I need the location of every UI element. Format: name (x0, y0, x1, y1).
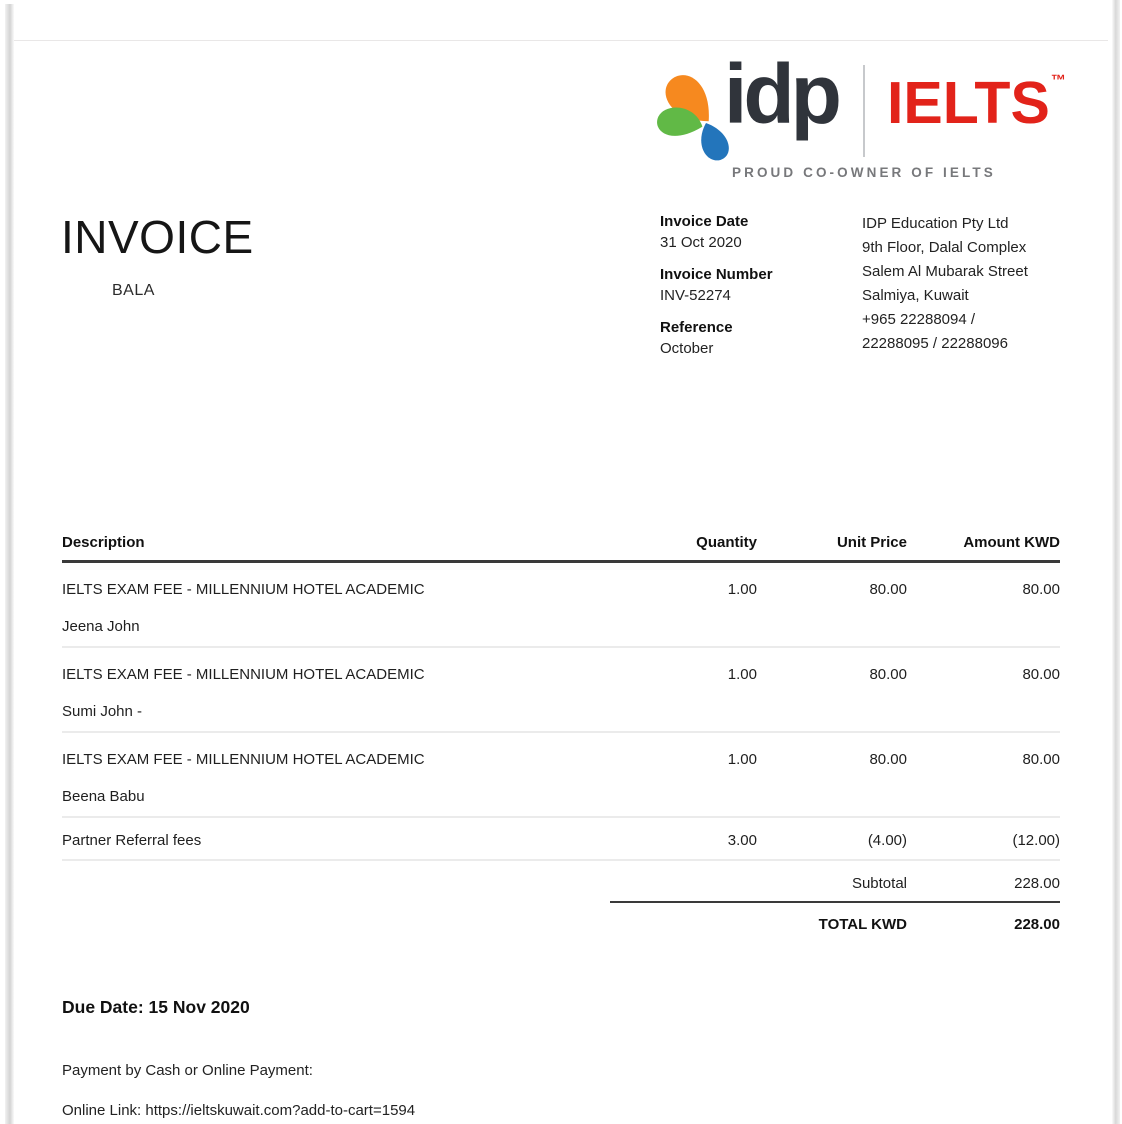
company-address-line: 9th Floor, Dalal Complex (862, 239, 1027, 256)
logo-divider (863, 65, 865, 157)
item-quantity: 1.00 (727, 751, 757, 768)
item-quantity: 3.00 (727, 832, 757, 849)
idp-ielts-logo (650, 47, 1070, 190)
invoice-meta (660, 211, 858, 370)
invoice-date-label: Invoice Date (660, 213, 749, 230)
page-top-edge-line (14, 40, 1108, 41)
item-description: IELTS EXAM FEE - MILLENNIUM HOTEL ACADEMIC (62, 751, 425, 768)
item-amount: 80.00 (1022, 581, 1060, 598)
item-amount: (12.00) (1012, 832, 1060, 849)
invoice-date-value: 31 Oct 2020 (660, 234, 742, 251)
item-amount: 80.00 (1022, 751, 1060, 768)
header-unit-price: Unit Price (836, 534, 907, 551)
trademark-symbol: ™ (1050, 72, 1066, 89)
table-row (62, 648, 1060, 733)
item-candidate-name: Beena Babu (62, 788, 145, 805)
item-main-line (62, 580, 1060, 599)
reference-value: October (660, 340, 714, 357)
table-row (62, 733, 1060, 818)
item-unit-price: 80.00 (869, 751, 907, 768)
table-row (62, 563, 1060, 648)
reference-label: Reference (660, 319, 733, 336)
page-edge-shadow-left (5, 4, 14, 1124)
ielts-wordmark (887, 70, 1066, 136)
page-title: INVOICE (61, 211, 254, 263)
company-address (862, 212, 1077, 356)
total-label: TOTAL KWD (818, 916, 907, 933)
item-quantity: 1.00 (727, 666, 757, 683)
item-unit-price: 80.00 (869, 581, 907, 598)
item-unit-price: (4.00) (867, 832, 907, 849)
due-date: Due Date: 15 Nov 2020 (62, 997, 250, 1017)
item-description: IELTS EXAM FEE - MILLENNIUM HOTEL ACADEMIC (62, 581, 425, 598)
item-main-line (62, 750, 1060, 769)
item-quantity: 1.00 (727, 581, 757, 598)
company-name: IDP Education Pty Ltd (862, 215, 1009, 232)
total-row (62, 903, 1060, 934)
company-phone-line: +965 22288094 / (862, 311, 976, 328)
item-candidate-name: Sumi John - (62, 703, 143, 720)
item-unit-price: 80.00 (869, 666, 907, 683)
company-address-line: Salem Al Mubarak Street (862, 263, 1028, 280)
payment-method-line: Payment by Cash or Online Payment: (62, 1062, 313, 1079)
invoice-number-field (660, 264, 858, 306)
company-phone-line: 22288095 / 22288096 (862, 335, 1008, 352)
page-edge-shadow-right (1112, 0, 1120, 1124)
item-main-line (62, 832, 1060, 849)
item-description: IELTS EXAM FEE - MILLENNIUM HOTEL ACADEMIC (62, 666, 425, 683)
item-description: Partner Referral fees (62, 832, 202, 849)
invoice-date-field (660, 211, 858, 253)
header-amount-kwd: Amount KWD (963, 534, 1060, 551)
subtotal-value: 228.00 (1014, 875, 1060, 892)
subtotal-label: Subtotal (851, 875, 907, 892)
logo-tagline: PROUD CO-OWNER OF IELTS (732, 165, 996, 180)
total-value: 228.00 (1014, 916, 1060, 933)
ielts-wordmark-text: IELTS (887, 70, 1050, 136)
item-candidate-name: Jeena John (62, 618, 140, 635)
header-description: Description (62, 534, 145, 551)
item-amount: 80.00 (1022, 666, 1060, 683)
idp-wordmark: idp (724, 47, 838, 141)
table-header-row (62, 534, 1060, 563)
customer-name: BALA (112, 282, 155, 299)
line-items-table (62, 534, 1060, 934)
subtotal-row (62, 861, 1060, 893)
reference-field (660, 317, 858, 359)
header-quantity: Quantity (696, 534, 757, 551)
invoice-number-value: INV-52274 (660, 287, 731, 304)
invoice-number-label: Invoice Number (660, 266, 773, 283)
company-address-line: Salmiya, Kuwait (862, 287, 969, 304)
online-payment-link[interactable]: Online Link: https://ieltskuwait.com?add-to-cart=1594 (62, 1102, 416, 1119)
table-row (62, 818, 1060, 861)
item-main-line (62, 665, 1060, 684)
